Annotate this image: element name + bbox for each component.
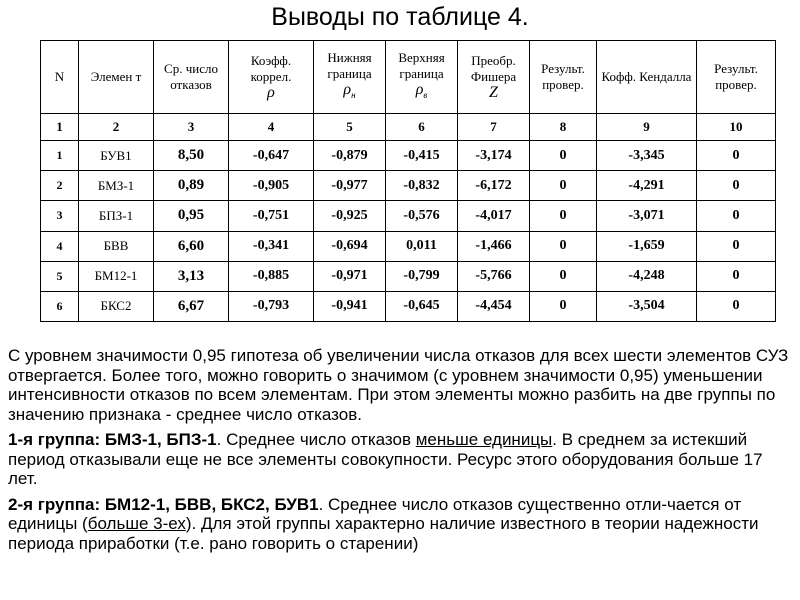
table-cell: -0,905 (229, 171, 314, 201)
table-cell: БКС2 (79, 291, 154, 321)
column-number: 6 (386, 114, 458, 141)
group-2-underlined: больше 3-ех (87, 514, 186, 533)
column-number: 4 (229, 114, 314, 141)
table-cell: 0 (697, 171, 776, 201)
table-cell: 8,50 (154, 141, 229, 171)
column-number: 1 (41, 114, 79, 141)
results-table (40, 40, 776, 322)
column-number: 2 (79, 114, 154, 141)
table-cell: -0,793 (229, 291, 314, 321)
table-cell: -0,645 (386, 291, 458, 321)
slide-title: Выводы по таблице 4. (271, 3, 529, 31)
group-2-text-a: . Среднее число отказов существенно отли-чается от единицы ( (8, 494, 742, 533)
column-number: 9 (597, 114, 697, 141)
table-cell: 0 (530, 231, 597, 261)
column-number: 10 (697, 114, 776, 141)
table-cell: 3,13 (154, 261, 229, 291)
table-cell: -0,341 (229, 231, 314, 261)
table-cell: БПЗ-1 (79, 201, 154, 231)
table-cell: -0,941 (314, 291, 386, 321)
column-header-label: Элемен т (90, 69, 142, 84)
paragraph-group-1 (8, 430, 794, 489)
column-header-label: Нижняя граница (327, 50, 372, 82)
table-cell: -0,977 (314, 171, 386, 201)
group-2-text-b: ). Для этой группы характерно наличие известного в теории надежности периода приработки (т.е. рано говорить о старении) (8, 514, 759, 553)
table-cell: 0 (697, 261, 776, 291)
column-header-label: Результ. провер. (541, 61, 585, 92)
table-cell: 3 (41, 201, 79, 231)
table-cell: -0,832 (386, 171, 458, 201)
column-header (314, 41, 386, 114)
group-1-label: 1-я группа: БМЗ-1, БПЗ-1 (8, 430, 217, 449)
table-cell: -0,415 (386, 141, 458, 171)
table-cell: -4,291 (597, 171, 697, 201)
column-symbol: Z (489, 84, 498, 101)
column-number: 3 (154, 114, 229, 141)
column-symbol: ρ (267, 84, 275, 101)
table-cell: -1,659 (597, 231, 697, 261)
column-header (386, 41, 458, 114)
table-cell: 6,60 (154, 231, 229, 261)
column-number-row (41, 114, 776, 141)
table-cell: 0 (530, 291, 597, 321)
table-row (41, 261, 776, 291)
column-symbol: $\rho_в$ (415, 81, 428, 101)
table-cell: 6 (41, 291, 79, 321)
group-2-label: 2-я группа: БМ12-1, БВВ, БКС2, БУВ1 (8, 494, 319, 514)
table-cell: -3,345 (597, 141, 697, 171)
table-row (41, 291, 776, 321)
table-cell: БУВ1 (79, 141, 154, 171)
column-header-label: Верхняя граница (398, 50, 445, 82)
table-row (41, 141, 776, 171)
table-cell: -0,885 (229, 261, 314, 291)
table-cell: 1 (41, 141, 79, 171)
table-cell: -3,071 (597, 201, 697, 231)
group-1-text-b: . В среднем за истекший период отказывали еще не все элементы совокупности. Ресурс этого оборудования больше 17 лет. (8, 430, 763, 488)
column-number: 5 (314, 114, 386, 141)
header-row (41, 41, 776, 114)
column-header (229, 41, 314, 114)
column-symbol: $\rho_н$ (343, 81, 356, 101)
group-1-text-a: . Среднее число отказов (216, 430, 416, 449)
table-cell: 0,89 (154, 171, 229, 201)
table-cell: 5 (41, 261, 79, 291)
table-cell: БМЗ-1 (79, 171, 154, 201)
table-cell: 0,95 (154, 201, 229, 231)
conclusions-text (8, 346, 794, 553)
column-header (41, 41, 79, 114)
table-row (41, 231, 776, 261)
table-cell: -4,248 (597, 261, 697, 291)
column-header (697, 41, 776, 114)
column-header-label: Коэфф. коррел. (250, 53, 292, 84)
table-cell: 0 (530, 141, 597, 171)
table-cell: -4,017 (458, 201, 530, 231)
table-cell: 0 (697, 201, 776, 231)
column-number: 8 (530, 114, 597, 141)
table-cell: -0,751 (229, 201, 314, 231)
table-row (41, 201, 776, 231)
table-cell: -0,576 (386, 201, 458, 231)
paragraph-group-2 (8, 495, 794, 554)
column-header-label: Результ. провер. (714, 61, 758, 92)
table-cell: -0,647 (229, 141, 314, 171)
table-cell: 0 (530, 261, 597, 291)
column-header (458, 41, 530, 114)
column-header-label: Преобр. Фишера (470, 53, 517, 84)
column-header-label: N (54, 69, 65, 84)
table-cell: -1,466 (458, 231, 530, 261)
column-header-label: Ср. число отказов (164, 61, 218, 92)
column-header-label: Кофф. Кендалла (601, 69, 692, 84)
column-header (79, 41, 154, 114)
table-cell: -0,925 (314, 201, 386, 231)
column-header (530, 41, 597, 114)
table-cell: 0 (697, 291, 776, 321)
group-1-underlined: меньше единицы (415, 430, 553, 449)
table-cell: -0,799 (386, 261, 458, 291)
table-cell: 0 (530, 171, 597, 201)
table-cell: -6,172 (458, 171, 530, 201)
table-cell: 0 (697, 231, 776, 261)
table-cell: БМ12-1 (79, 261, 154, 291)
table-cell: -3,174 (458, 141, 530, 171)
table-cell: -5,766 (458, 261, 530, 291)
column-number: 7 (458, 114, 530, 141)
table-cell: 0 (697, 141, 776, 171)
table-cell: -0,694 (314, 231, 386, 261)
column-header (154, 41, 229, 114)
table-row (41, 171, 776, 201)
table-cell: -3,504 (597, 291, 697, 321)
table-cell: 6,67 (154, 291, 229, 321)
table-cell: 4 (41, 231, 79, 261)
table-cell: 0,011 (386, 231, 458, 261)
table-cell: -0,879 (314, 141, 386, 171)
paragraph-overview: С уровнем значимости 0,95 гипотеза об увеличении числа отказов для всех шести элементов СУЗ отвергается. Более того, можно говорить о значимом (с уровнем значимости 0,95) уменьшении интенсивности отказов по всем элементам. При этом элементы можно разбить на две группы по значению признака - среднее число отказов. (8, 346, 789, 424)
table-cell: -4,454 (458, 291, 530, 321)
table-cell: -0,971 (314, 261, 386, 291)
table-cell: БВВ (79, 231, 154, 261)
table-cell: 0 (530, 201, 597, 231)
column-header (597, 41, 697, 114)
table-cell: 2 (41, 171, 79, 201)
